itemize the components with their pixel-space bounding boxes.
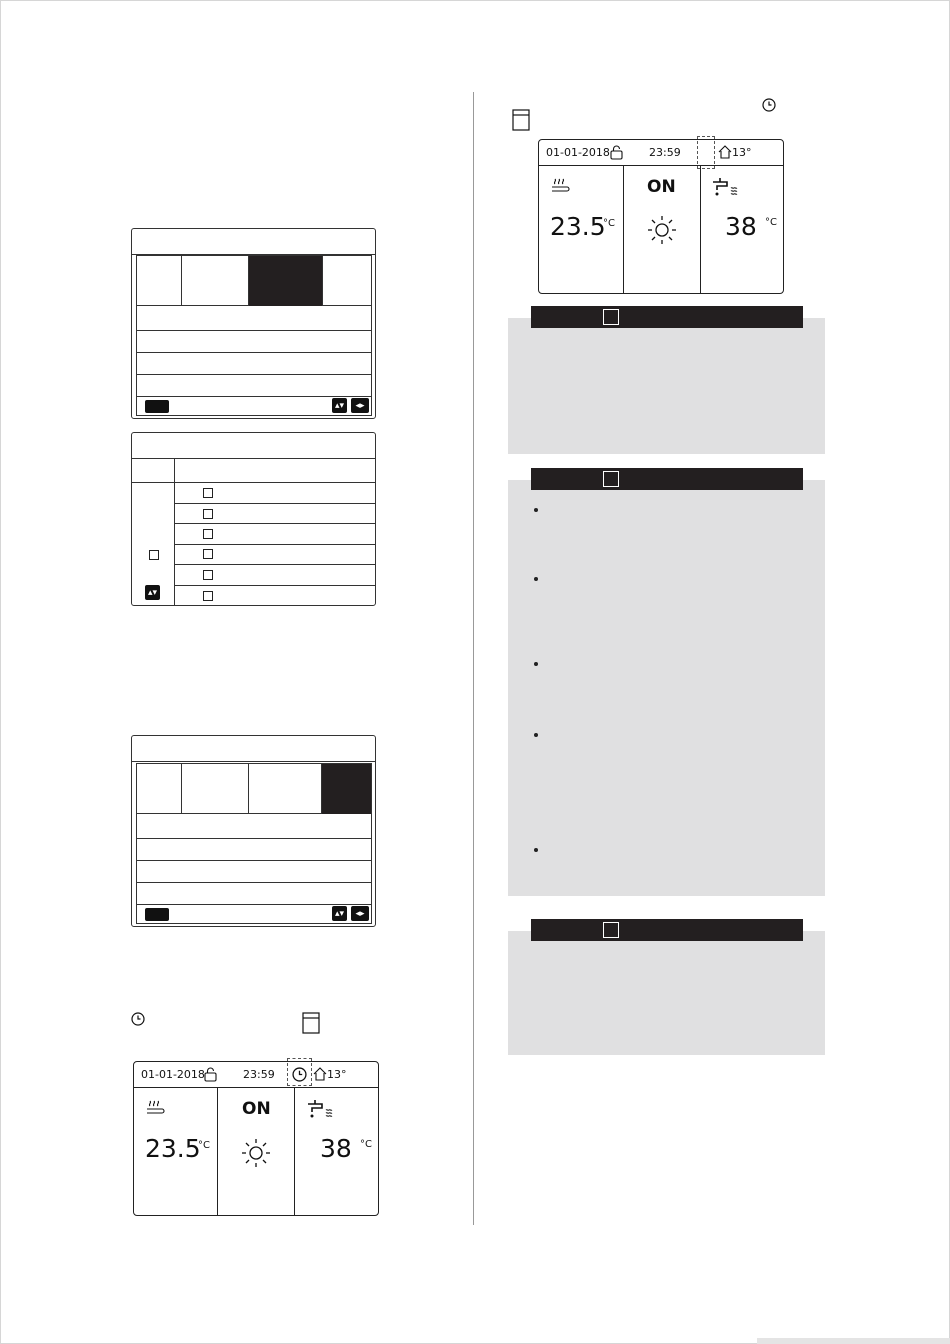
menu-panel-1 [131, 228, 376, 419]
note-header-1 [531, 306, 803, 328]
time-text: 23:59 [649, 146, 681, 159]
schedule-panel [131, 432, 376, 606]
home-icon [718, 145, 732, 164]
water-temp: 38 [725, 212, 757, 241]
water-temp-unit: °C [765, 217, 777, 228]
row-checkbox[interactable] [203, 509, 213, 519]
sun-icon[interactable] [241, 1138, 271, 1173]
schedule-rows [175, 482, 375, 606]
bullet-point [534, 848, 538, 852]
floor-heating-icon[interactable] [146, 1100, 166, 1121]
row-checkbox[interactable] [203, 591, 213, 601]
ok-button[interactable] [145, 908, 169, 921]
schedule-row[interactable] [175, 544, 375, 564]
menu-tab-row [137, 256, 371, 306]
menu-tab-4[interactable] [322, 256, 371, 306]
outdoor-temp: 13° [732, 146, 752, 159]
bullet-point [534, 508, 538, 512]
water-tap-icon[interactable] [306, 1098, 338, 1125]
mode-status[interactable]: ON [647, 177, 676, 197]
room-temp: 23.5 [550, 212, 606, 241]
menu-tab-4-selected[interactable] [322, 764, 371, 814]
row-checkbox[interactable] [203, 488, 213, 498]
menu-page-icon [512, 109, 530, 131]
menu-tab-row [137, 764, 371, 814]
water-temp-unit: °C [360, 1139, 372, 1150]
row-checkbox[interactable] [203, 529, 213, 539]
menu-panel-body [136, 763, 372, 924]
leftright-icon[interactable]: ◂▸ [351, 906, 369, 921]
ok-button[interactable] [145, 400, 169, 413]
leftright-icon[interactable]: ◂▸ [351, 398, 369, 413]
bullet-point [534, 577, 538, 581]
updown-icon[interactable]: ▴▾ [332, 398, 347, 413]
menu-panel-body [136, 255, 372, 416]
menu-row[interactable] [137, 838, 371, 860]
clock-icon [762, 98, 776, 112]
room-temp-unit: °C [603, 218, 615, 229]
menu-page-icon [302, 1012, 320, 1034]
updown-icon[interactable]: ▴▾ [332, 906, 347, 921]
menu-row[interactable] [137, 330, 371, 352]
date-text: 01-01-2018 [546, 146, 610, 159]
row-checkbox[interactable] [203, 570, 213, 580]
page-footer-bar [757, 1338, 950, 1344]
row-checkbox[interactable] [203, 549, 213, 559]
home-screen-right [538, 139, 784, 294]
menu-tab-2[interactable] [182, 256, 249, 305]
schedule-row[interactable] [175, 503, 375, 523]
lock-icon [204, 1067, 217, 1087]
column-divider [473, 92, 474, 1225]
lock-icon [610, 145, 623, 165]
water-temp: 38 [320, 1134, 352, 1163]
room-temp: 23.5 [145, 1134, 201, 1163]
note-box-3 [508, 931, 825, 1055]
menu-tab-1[interactable] [137, 256, 182, 305]
water-tap-icon[interactable] [711, 176, 743, 203]
note-icon [603, 309, 619, 325]
menu-row[interactable] [137, 374, 371, 396]
note-box-1 [508, 318, 825, 454]
clock-icon[interactable] [292, 1067, 307, 1087]
home-icon [313, 1067, 327, 1086]
menu-row[interactable] [137, 882, 371, 904]
schedule-row[interactable] [175, 482, 375, 503]
clock-icon [131, 1012, 145, 1026]
zone-divider [623, 166, 624, 293]
zone-divider [294, 1088, 295, 1215]
mode-status[interactable]: ON [242, 1099, 271, 1119]
menu-row[interactable] [137, 860, 371, 882]
menu-tab-1[interactable] [137, 764, 182, 813]
highlight-box [697, 136, 715, 169]
outdoor-temp: 13° [327, 1068, 347, 1081]
note-header-2 [531, 468, 803, 490]
home-screen-left [133, 1061, 379, 1216]
menu-tab-3-selected[interactable] [249, 256, 322, 306]
note-icon [603, 471, 619, 487]
sun-icon[interactable] [647, 215, 677, 250]
note-header-3 [531, 919, 803, 941]
menu-panel-title-bar [132, 229, 375, 255]
zone-divider [700, 166, 701, 293]
bullet-point [534, 733, 538, 737]
schedule-title-bar [132, 433, 375, 459]
bullet-point [534, 662, 538, 666]
floor-heating-icon[interactable] [551, 178, 571, 199]
schedule-row[interactable] [175, 585, 375, 606]
schedule-row[interactable] [175, 564, 375, 585]
zone-divider [217, 1088, 218, 1215]
note-box-2 [508, 480, 825, 896]
time-text: 23:59 [243, 1068, 275, 1081]
menu-panel-2 [131, 735, 376, 927]
menu-tab-2[interactable] [182, 764, 249, 813]
schedule-row[interactable] [175, 523, 375, 544]
room-temp-unit: °C [198, 1140, 210, 1151]
menu-panel-title-bar [132, 736, 375, 762]
menu-row[interactable] [137, 352, 371, 374]
note-icon [603, 922, 619, 938]
updown-icon[interactable]: ▴▾ [145, 585, 160, 600]
date-text: 01-01-2018 [141, 1068, 205, 1081]
menu-tab-3[interactable] [249, 764, 322, 813]
day-checkbox[interactable] [149, 550, 159, 560]
